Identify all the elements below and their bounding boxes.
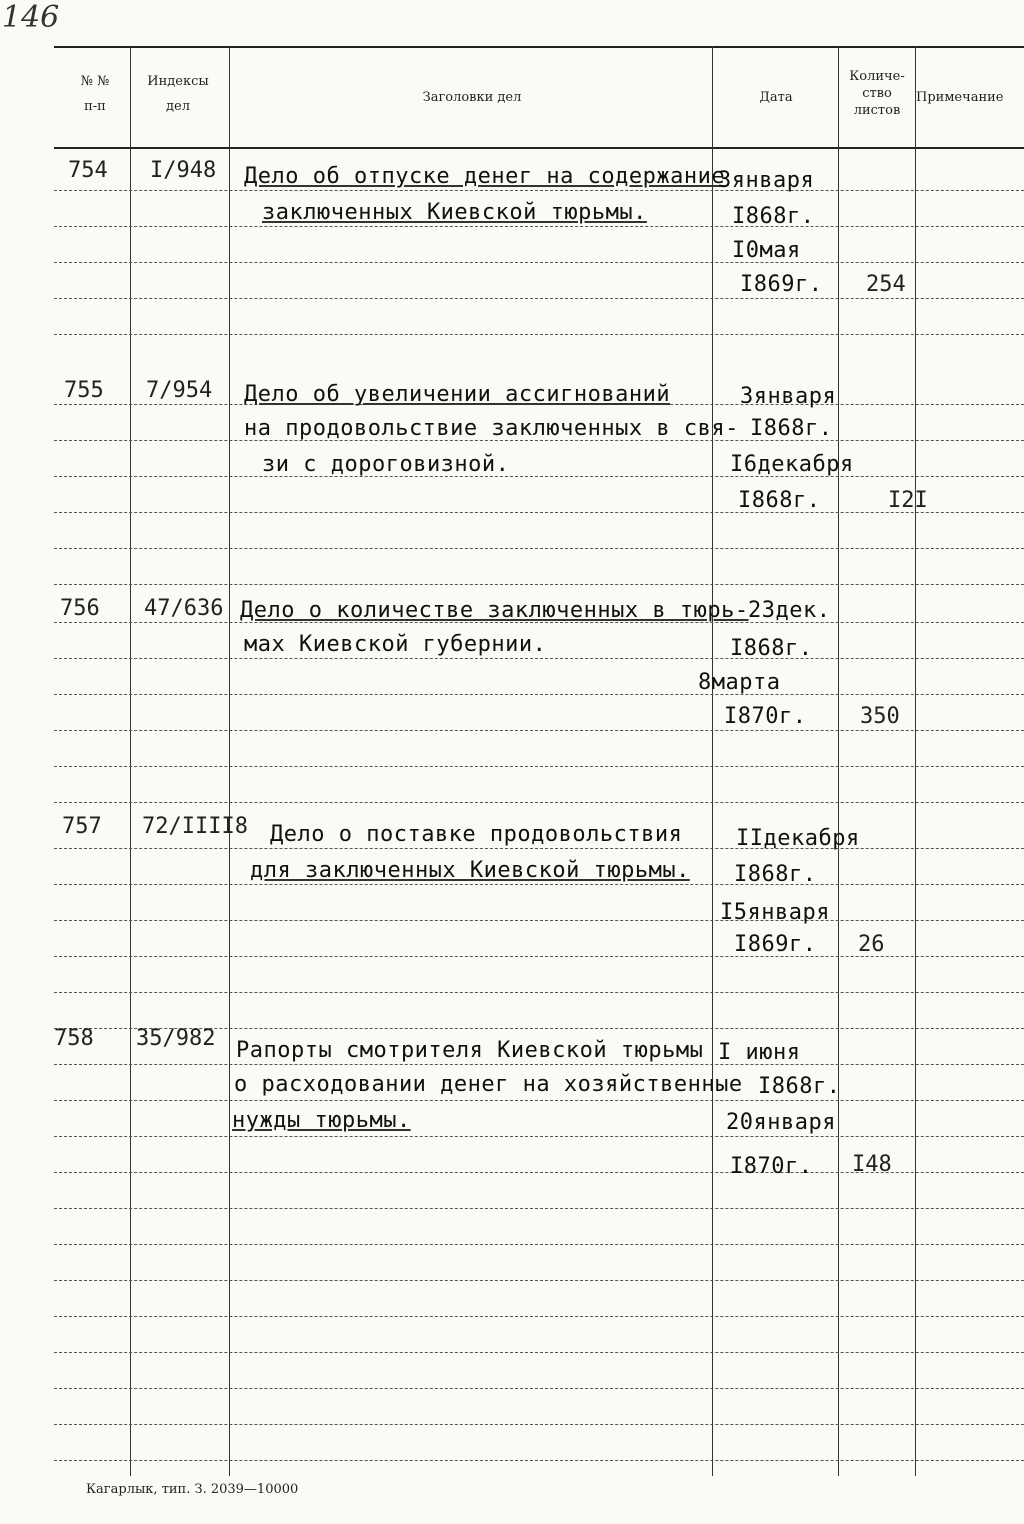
entry-number: 755 <box>64 378 104 403</box>
entry-title-line: зи с дороговизной. <box>262 452 510 477</box>
entry-date-line: 8марта <box>698 670 781 695</box>
row-rule <box>54 298 1024 299</box>
row-rule <box>54 1280 1024 1281</box>
row-rule <box>54 1388 1024 1389</box>
col-index-header <box>130 72 226 116</box>
entry-title-line: заключенных Киевской тюрьмы. <box>262 200 647 225</box>
row-rule <box>54 334 1024 335</box>
entry-number: 757 <box>62 814 102 839</box>
row-rule <box>54 1064 1024 1065</box>
column-divider <box>229 46 230 1476</box>
row-rule <box>54 262 1024 263</box>
entry-title-line: Дело о количестве заключенных в тюрь- <box>240 598 749 623</box>
col-sheets-header-line3: листов <box>853 103 901 118</box>
entry-date-line: I868г. <box>750 416 833 441</box>
entry-date-line: I868г. <box>738 488 821 513</box>
entry-title-line: Дело о поставке продовольствия <box>270 822 683 847</box>
row-rule <box>54 1208 1024 1209</box>
entry-title-line: для заключенных Киевской тюрьмы. <box>250 858 690 883</box>
col-date-header: Дата <box>759 90 793 105</box>
entry-date-line: 3января <box>718 168 815 193</box>
entry-date-line: 23дек. <box>748 598 831 623</box>
entry-date-line: I6декабря <box>730 452 854 477</box>
column-divider <box>838 46 839 1476</box>
row-rule <box>54 884 1024 885</box>
entry-sheets: 254 <box>866 272 906 297</box>
entry-index: 72/IIII8 <box>142 814 248 839</box>
entry-title-line: на продовольствие заключенных в свя- <box>244 416 739 441</box>
entry-title-line: Дело об увеличении ассигнований <box>244 382 671 407</box>
entry-title-line: Рапорты смотрителя Киевской тюрьмы <box>236 1038 704 1063</box>
entry-title-line: мах Киевской губернии. <box>244 632 547 657</box>
row-rule <box>54 226 1024 227</box>
column-divider <box>915 46 916 1476</box>
row-rule <box>54 1316 1024 1317</box>
row-rule <box>54 1424 1024 1425</box>
row-rule <box>54 848 1024 849</box>
entry-date-line: I868г. <box>734 862 817 887</box>
entry-date-line: I июня <box>718 1040 801 1065</box>
entry-date-line: 3января <box>740 384 837 409</box>
entry-date-line: I870г. <box>724 704 807 729</box>
col-no-header <box>62 72 128 116</box>
header-bottom-rule <box>54 147 1024 149</box>
entry-date-line: I868г. <box>758 1074 841 1099</box>
entry-date-line: 20января <box>726 1110 836 1135</box>
row-rule <box>54 548 1024 549</box>
row-rule <box>54 802 1024 803</box>
row-rule <box>54 1352 1024 1353</box>
entry-date-line: I868г. <box>730 636 813 661</box>
entry-sheets: 26 <box>858 932 885 957</box>
entry-sheets: 350 <box>860 704 900 729</box>
row-rule <box>54 1244 1024 1245</box>
entry-sheets: I48 <box>852 1152 892 1177</box>
entry-number: 754 <box>68 158 108 183</box>
entry-date-line: I870г. <box>730 1154 813 1179</box>
printer-imprint: Кагарлык, тип. З. 2039—10000 <box>86 1482 299 1497</box>
entry-index: 47/636 <box>144 596 224 621</box>
entry-index: 7/954 <box>146 378 213 403</box>
entry-date-line: I869г. <box>740 272 823 297</box>
col-no-header-line2: п-п <box>84 99 106 114</box>
row-rule <box>54 694 1024 695</box>
entry-sheets: I2I <box>888 488 928 513</box>
row-rule <box>54 730 1024 731</box>
page-number: 146 <box>2 0 60 35</box>
col-notes-header: Примечание <box>916 90 1004 105</box>
col-index-header-line1: Индексы <box>147 74 209 89</box>
column-divider <box>130 46 131 1476</box>
col-title-header: Заголовки дел <box>422 90 522 105</box>
entry-date-line: IIдекабря <box>736 826 860 851</box>
col-sheets-header <box>838 68 916 119</box>
col-index-header-line2: дел <box>166 99 190 114</box>
entry-index: 35/982 <box>136 1026 216 1051</box>
row-rule <box>54 512 1024 513</box>
entry-title-line: нужды тюрьмы. <box>232 1108 411 1133</box>
row-rule <box>54 992 1024 993</box>
row-rule <box>54 658 1024 659</box>
col-sheets-header-line2: ство <box>862 86 892 101</box>
entry-number: 758 <box>54 1026 94 1051</box>
entry-index: I/948 <box>150 158 217 183</box>
col-sheets-header-line1: Количе- <box>849 69 905 84</box>
column-divider <box>712 46 713 1476</box>
entry-title-line: о расходовании денег на хозяйственные <box>234 1072 743 1097</box>
row-rule <box>54 1100 1024 1101</box>
entry-date-line: I869г. <box>734 932 817 957</box>
top-rule <box>54 46 1024 48</box>
row-rule <box>54 1136 1024 1137</box>
col-no-header-line1: № № <box>80 74 110 89</box>
entry-date-line: I868г. <box>732 204 815 229</box>
entry-date-line: I5января <box>720 900 830 925</box>
row-rule <box>54 1460 1024 1461</box>
row-rule <box>54 190 1024 191</box>
entry-title-line: Дело об отпуске денег на содержание <box>244 164 726 189</box>
entry-date-line: I0мая <box>732 238 801 263</box>
row-rule <box>54 920 1024 921</box>
row-rule <box>54 766 1024 767</box>
row-rule <box>54 476 1024 477</box>
entry-number: 756 <box>60 596 100 621</box>
row-rule <box>54 584 1024 585</box>
